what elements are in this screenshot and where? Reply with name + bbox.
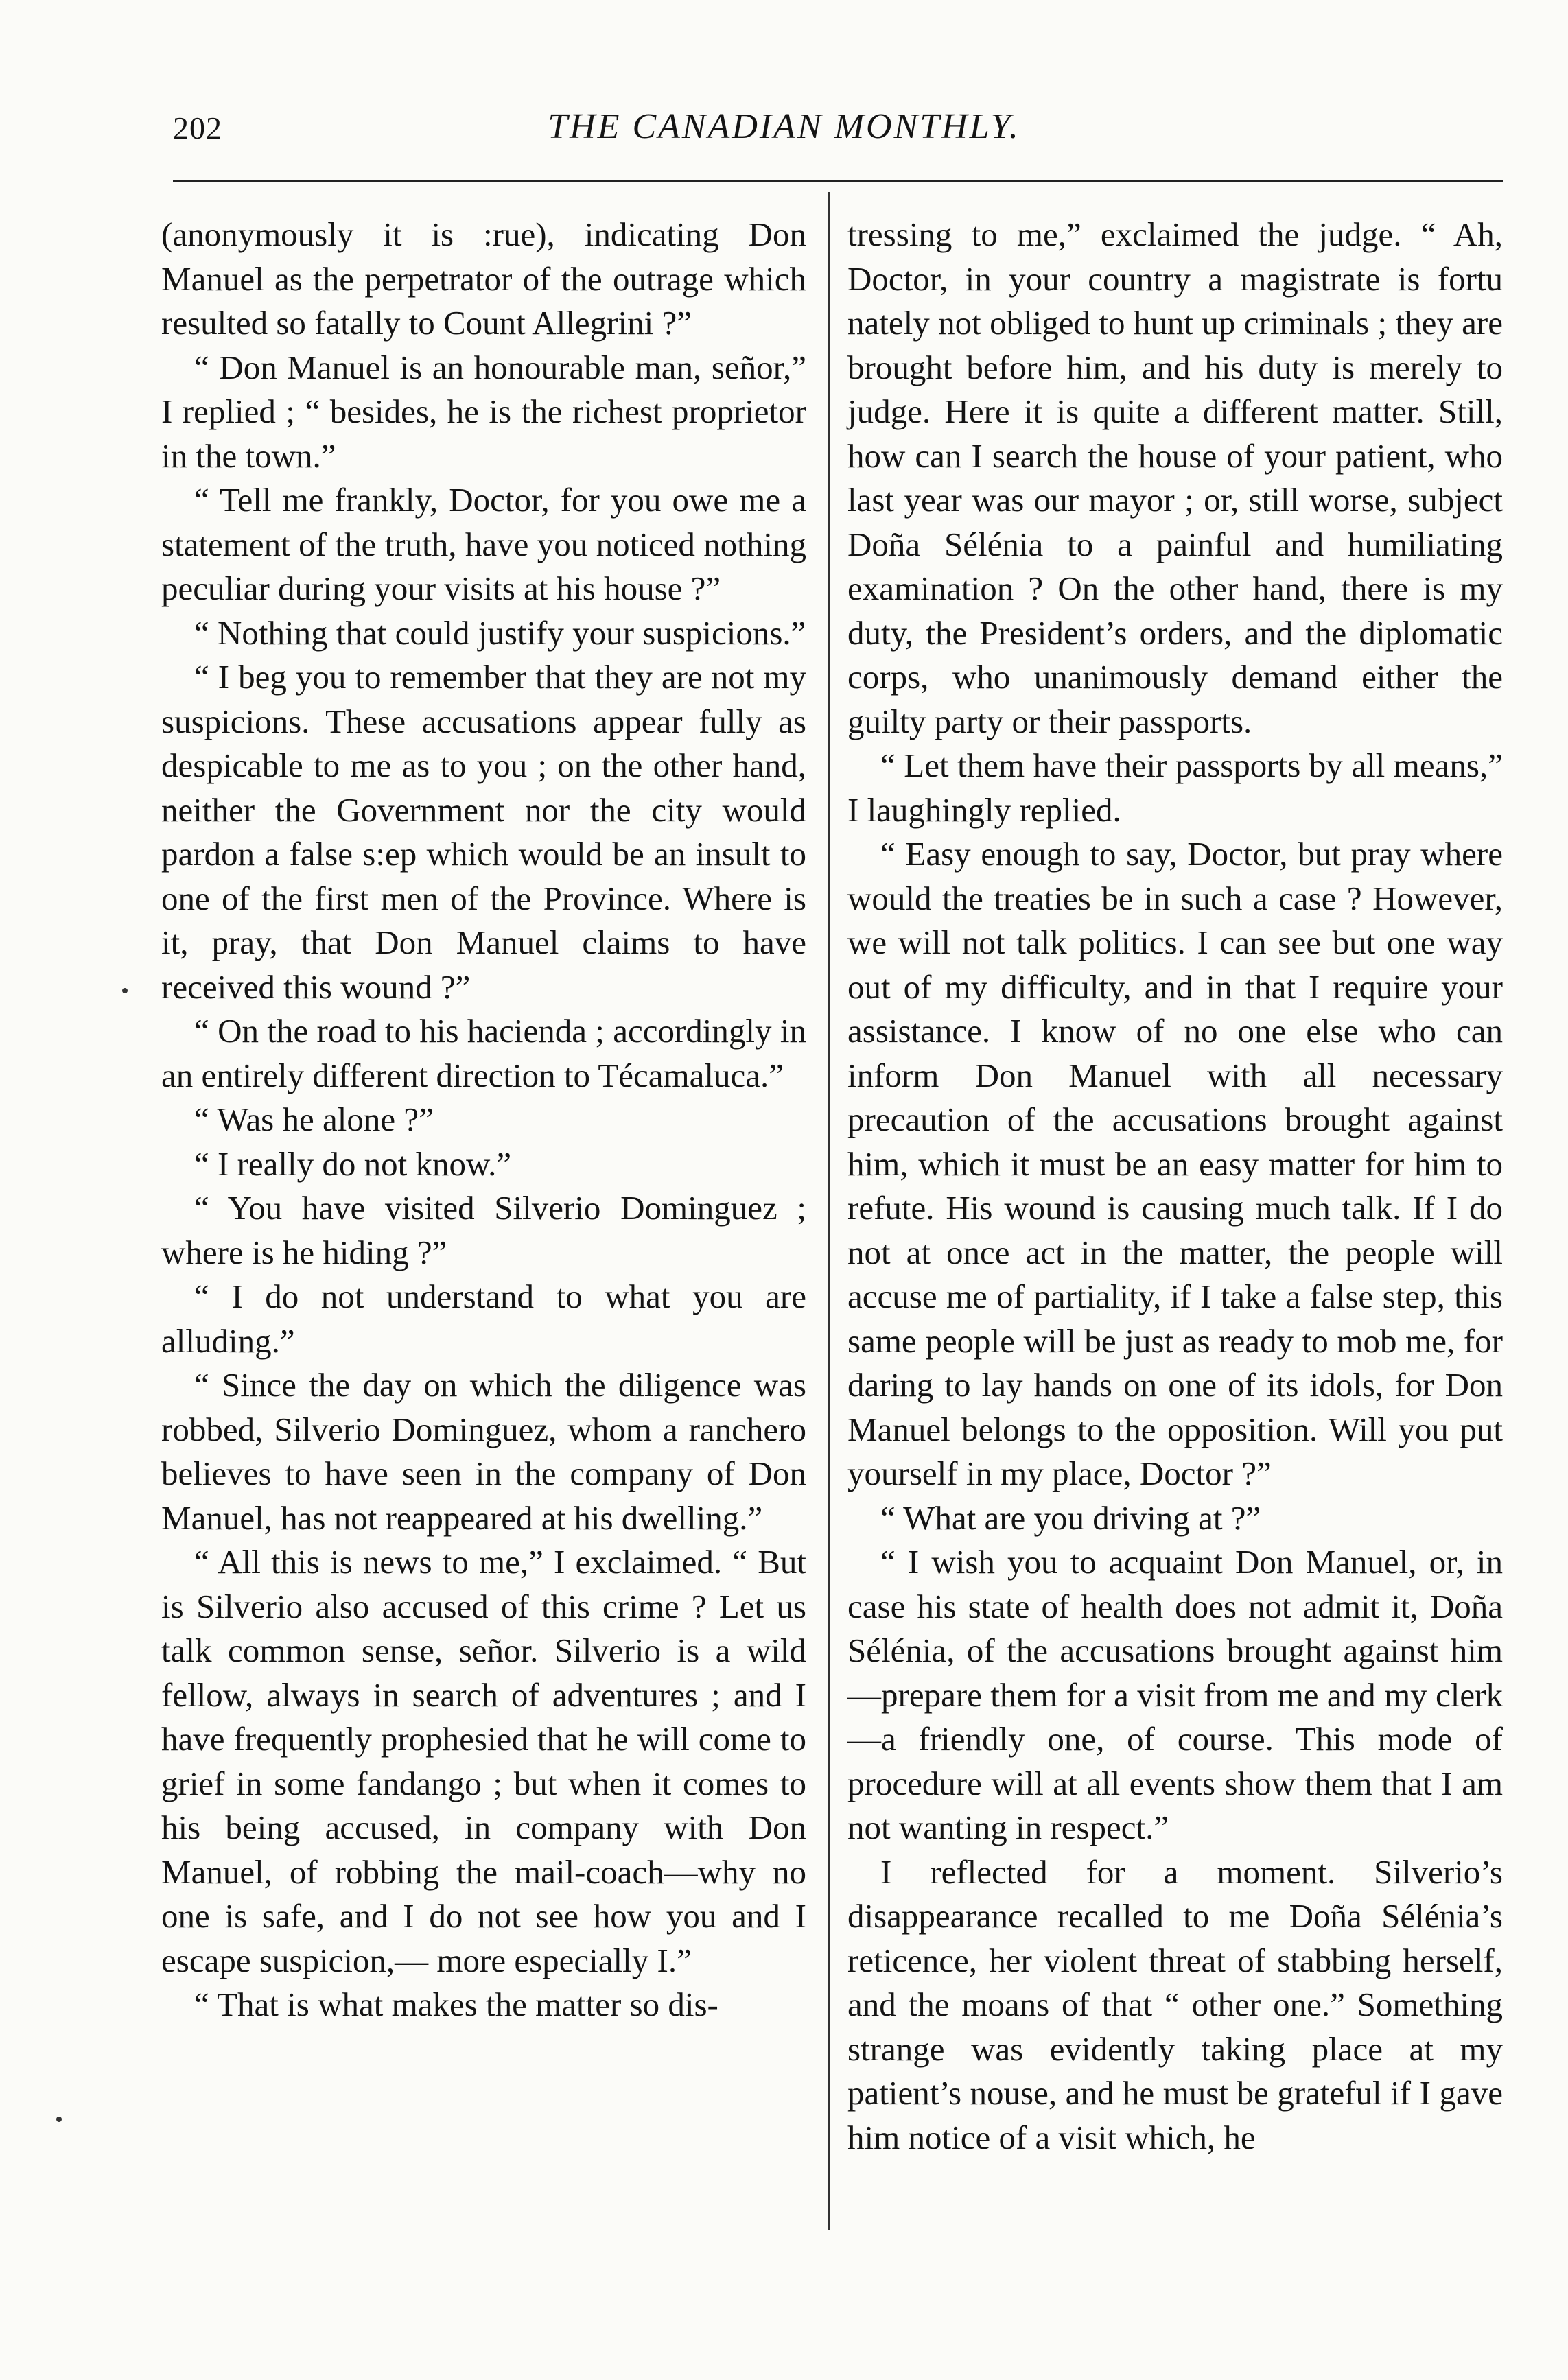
- paragraph: “ Was he alone ?”: [194, 1100, 434, 1138]
- paragraph: “ I do not understand to what you are alluding.”: [161, 1277, 806, 1360]
- paragraph: “ Nothing that could justify your suspicions.”: [194, 613, 806, 652]
- right-text-column: [847, 213, 1503, 2160]
- running-head-title: THE CANADIAN MONTHLY.: [548, 107, 1020, 146]
- paragraph: “ I beg you to remember that they are not my suspicions. These accusations appear fully as despicable to me as to you ; on the other hand, neither the Government nor the city would pardon a false s:ep which would be an insult to one of the first men of the Province. Where is it, pray, that Don Manuel claims to have received this wound ?”: [161, 658, 806, 1006]
- paragraph: “ You have visited Silverio Dominguez ; where is he hiding ?”: [161, 1189, 806, 1271]
- paragraph: “ All this is news to me,” I exclaimed. “ But is Silverio also accused of this crime ? Let us talk common sense, señor. Silverio is a wild fellow, always in search of adventures ; and I have frequently prophesied that he will come to grief in some fandango ; but when it comes to his being accused, in company with Don Manuel, of robbing the mail-coach—why no one is safe, and I do not see how you and I escape suspicion,— more especially I.”: [161, 1543, 806, 1979]
- paragraph: “ Easy enough to say, Doctor, but pray where would the treaties be in such a case ? However, we will not talk politics. I can see but one way out of my difficulty, and in that I require your assistance. I know of no one else who can inform Don Manuel with all necessary precaution of the accusations brought against him, which it must be an easy matter for him to refute. His wound is causing much talk. If I do not at once act in the matter, the people will accuse me of partiality, if I take a false step, this same people will be just as ready to mob me, for daring to lay hands on one of its idols, for Don Manuel belongs to the opposition. Will you put yourself in my place, Doctor ?”: [847, 835, 1503, 1492]
- paragraph: “ I really do not know.”: [194, 1144, 512, 1183]
- page-number: 202: [173, 110, 222, 145]
- paragraph: (anonymously it is :rue), indicating Don Manuel as the perpetrator of the outrage which resulted so fatally to Count Allegrini ?”: [161, 215, 806, 342]
- left-text-column: [161, 213, 806, 2027]
- paragraph: “ Don Manuel is an honourable man, señor,” I replied ; “ besides, he is the richest proprietor in the town.”: [161, 348, 806, 475]
- margin-speck: [122, 988, 128, 993]
- paragraph: tressing to me,” exclaimed the judge. “ Ah, Doctor, in your country a magistrate is fortu nately not obliged to hunt up criminals ; they are brought before him, and his duty is merely to judge. Here it is quite a different matter. Still, how can I search the house of your patient, who last year was our mayor ; or, still worse, subject Doña Sélénia to a painful and humiliating examination ? On the other hand, there is my duty, the President’s orders, and the diplomatic corps, who unanimously demand either the guilty party or their passports.: [847, 215, 1503, 740]
- paragraph: I reflected for a moment. Silverio’s disappearance recalled to me Doña Sélénia’s reticence, her violent threat of stabbing herself, and the moans of that “ other one.” Something strange was evidently taking place at my patient’s nouse, and he must be grateful if I gave him notice of a visit which, he: [847, 1852, 1503, 2156]
- paragraph: “ Tell me frankly, Doctor, for you owe me a statement of the truth, have you noticed nothing peculiar during your visits at his house ?”: [161, 481, 806, 607]
- paragraph: “ That is what makes the matter so dis-: [194, 1986, 718, 2023]
- paragraph: “ Let them have their passports by all means,” I laughingly replied.: [847, 746, 1503, 829]
- paragraph: “ What are you driving at ?”: [880, 1498, 1261, 1537]
- column-divider: [828, 192, 830, 2230]
- paragraph: “ On the road to his hacienda ; accordingly in an entirely different direction to Técamaluca.”: [161, 1012, 806, 1094]
- paragraph: “ Since the day on which the diligence was robbed, Silverio Dominguez, whom a ranchero believes to have seen in the company of Don Manuel, has not reappeared at his dwelling.”: [161, 1366, 806, 1537]
- header-rule: [173, 180, 1503, 182]
- paragraph: “ I wish you to acquaint Don Manuel, or, in case his state of health does not admit it, Doña Sélénia, of the accusations brought against him—prepare them for a visit from me and my clerk—a friendly one, of course. This mode of procedure will at all events show them that I am not wanting in respect.”: [847, 1543, 1503, 1846]
- margin-speck: [56, 2117, 62, 2122]
